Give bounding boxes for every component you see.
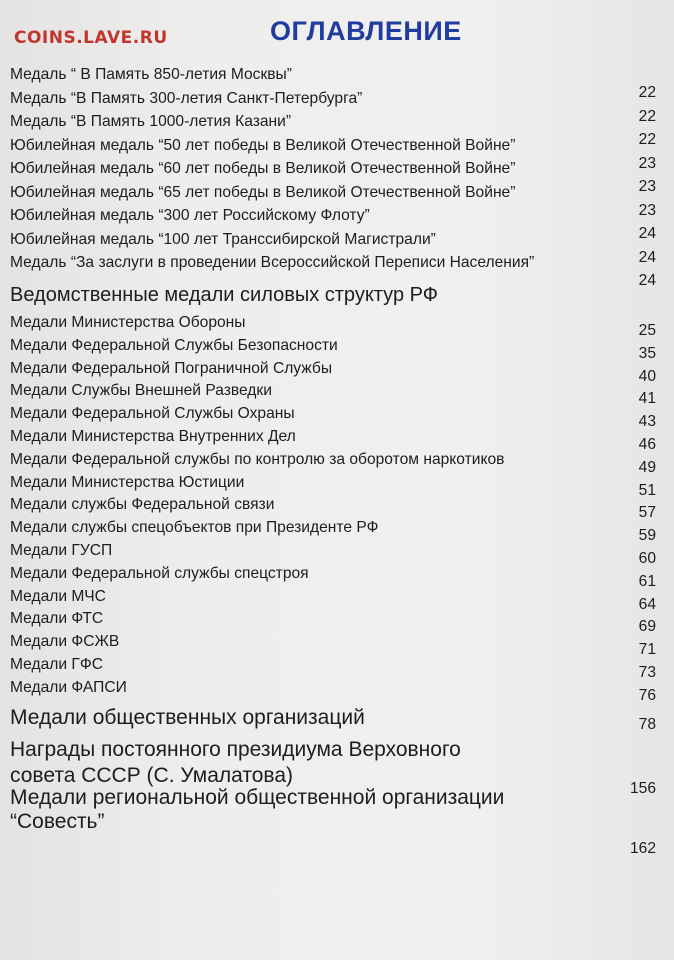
toc-page-number: 64: [638, 595, 656, 613]
toc-entry-title: Медали службы Федеральной связи: [10, 496, 275, 514]
toc-page-number: 24: [638, 248, 656, 266]
toc-entry-title: Медали Федеральной Службы Безопасности: [10, 336, 338, 354]
toc-entry: [0, 633, 674, 659]
toc-entry-title: Медали МЧС: [10, 587, 106, 605]
toc-entry: [0, 254, 674, 289]
toc-entry-title: Медали Федеральной службы по контролю за оборотом наркотиков: [10, 450, 505, 468]
toc-entry-title: Медали ГФС: [10, 656, 103, 673]
toc-page-number: 76: [638, 686, 656, 704]
toc-entry-title: Юбилейная медаль “100 лет Транссибирской Магистрали”: [10, 230, 436, 248]
toc-entry: [0, 496, 674, 522]
toc-page-number: 40: [638, 367, 656, 385]
toc-entry-title: Юбилейная медаль “50 лет победы в Великой Отечественной Войне”: [10, 136, 516, 154]
toc-entry-title: Медали Министерства Юстиции: [10, 473, 245, 491]
toc-entry-title: Медаль “За заслуги в проведении Всероссийской Переписи Населения”: [10, 254, 535, 271]
toc-page-number: 49: [638, 458, 656, 476]
toc-page-number: 24: [638, 272, 656, 289]
toc-page-number: 46: [638, 436, 656, 453]
toc-entry-title: Медали Службы Внешней Разведки: [10, 382, 272, 400]
toc-page-number: 73: [638, 664, 656, 681]
toc-page-number: 35: [638, 344, 656, 362]
toc-page-number: 61: [638, 572, 656, 590]
toc-page-number: 57: [638, 504, 656, 522]
section-heading-presidium-line2: совета СССР (С. Умалатова): [10, 764, 294, 787]
section-heading-presidium-line1: Награды постоянного президиума Верховного: [10, 738, 461, 761]
toc-entry: [0, 587, 674, 613]
toc-page-number: 162: [629, 840, 656, 857]
toc-entry: [0, 428, 674, 453]
toc-page-number: 78: [638, 716, 656, 733]
page-title: ОГЛАВЛЕНИЕ: [270, 16, 462, 46]
toc-page-number: 23: [638, 178, 656, 195]
toc-entry-title: Медали ФТС: [10, 610, 104, 628]
toc-page-number: 25: [638, 322, 656, 339]
toc-entry-title: Медаль “В Память 1000-летия Казани”: [10, 113, 292, 130]
toc-entry: [0, 405, 674, 431]
toc-page-number: 43: [638, 413, 656, 431]
toc-entry-title: Юбилейная медаль “65 лет победы в Великой Отечественной Войне”: [10, 183, 516, 201]
toc-entry-title: Медали ГУСП: [10, 542, 113, 559]
section-heading-regional-line2: “Совесть”: [10, 810, 105, 833]
toc-entry-title: Медали Министерства Обороны: [10, 314, 246, 331]
section-heading-regional-line1: Медали региональной общественной организации: [10, 786, 505, 809]
toc-entry-title: Медали Федеральной службы спецстроя: [10, 564, 309, 582]
toc-entry: [0, 610, 674, 636]
toc-page-number: 60: [638, 550, 656, 567]
toc-page-number: 156: [629, 780, 656, 797]
toc-entry: [0, 656, 674, 681]
watermark: COINS.LAVE.RU: [14, 28, 168, 48]
toc-entry-title: Медали службы спецобъектов при Президенте РФ: [10, 519, 379, 537]
toc-entry-title: Медаль “ В Память 850-летия Москвы”: [10, 66, 292, 83]
toc-entry: [0, 314, 674, 339]
section-heading-public-organizations: Медали общественных организаций: [10, 706, 365, 729]
toc-page-number: 24: [638, 225, 656, 242]
toc-page-number: 51: [638, 481, 656, 499]
toc-page-number: 23: [638, 201, 656, 219]
toc-entry: [0, 678, 674, 704]
toc-entry-title: Медаль “В Память 300-летия Санкт-Петербурга”: [10, 89, 363, 107]
toc-entry: [0, 564, 674, 590]
toc-page-number: 22: [638, 131, 656, 148]
toc-page-number: 22: [638, 84, 656, 101]
toc-page-number: 41: [638, 390, 656, 408]
toc-page-number: 69: [638, 618, 656, 636]
toc-entry-title: Юбилейная медаль “300 лет Российскому Флоту”: [10, 207, 370, 224]
toc-entry: [0, 519, 674, 545]
toc-page-number: 59: [638, 527, 656, 545]
toc-entry-title: Юбилейная медаль “60 лет победы в Великой Отечественной Войне”: [10, 160, 516, 177]
toc-entry: [0, 336, 674, 362]
toc-entry: [0, 450, 674, 476]
toc-entry: [0, 542, 674, 567]
section-heading-power-structures: Ведомственные медали силовых структур РФ: [10, 284, 438, 306]
toc-entry: [0, 382, 674, 408]
toc-entry-title: Медали Министерства Внутренних Дел: [10, 428, 296, 445]
toc-entry-title: Медали Федеральной Службы Охраны: [10, 405, 295, 423]
toc-entry: [0, 473, 674, 499]
toc-page-number: 23: [638, 154, 656, 172]
toc-page-number: 71: [638, 641, 656, 659]
toc-entry-title: Медали ФСЖВ: [10, 633, 120, 651]
toc-entry-title: Медали Федеральной Пограничной Службы: [10, 359, 333, 377]
toc-entry-title: Медали ФАПСИ: [10, 678, 127, 696]
toc-entry: [0, 359, 674, 385]
toc-page-number: 22: [638, 107, 656, 125]
